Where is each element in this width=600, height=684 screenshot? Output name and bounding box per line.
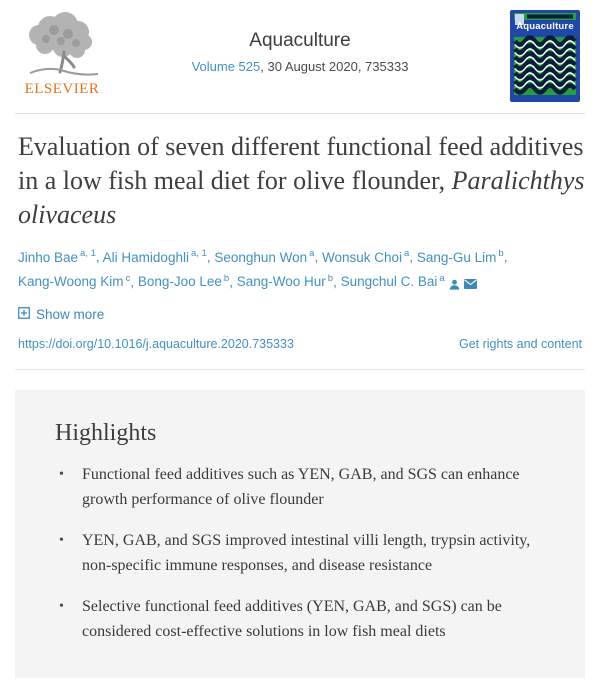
author[interactable] <box>237 274 333 289</box>
author[interactable] <box>214 250 314 265</box>
author[interactable] <box>322 250 409 265</box>
journal-header <box>0 0 600 113</box>
article-title-text: Evaluation of seven different functional feed additives in a low fish meal diet for olive flounder, <box>18 132 584 195</box>
get-rights-link[interactable]: Get rights and content <box>459 337 582 351</box>
author-name[interactable]: Sang-Gu Lim <box>416 249 497 265</box>
issue-date-text: , 30 August 2020, 735333 <box>260 59 409 74</box>
doi-row <box>18 337 582 351</box>
show-more-button[interactable] <box>18 307 104 322</box>
expand-plus-icon <box>18 307 30 322</box>
doi-link[interactable]: https://doi.org/10.1016/j.aquaculture.2020.735333 <box>18 337 294 351</box>
author-separator: , <box>503 249 508 265</box>
highlight-item: • YEN, GAB, and SGS improved intestinal villi length, trypsin activity, non-specific immune responses, and disease resistance <box>55 528 545 578</box>
article-title-species: Paralichthys olivaceus <box>18 166 585 229</box>
author-separator: , <box>130 274 138 289</box>
highlights-section <box>15 390 585 678</box>
email-envelope-icon[interactable] <box>460 276 477 291</box>
author-affiliation-sup[interactable]: a, 1 <box>190 248 207 259</box>
show-more-label: Show more <box>36 307 105 322</box>
elsevier-wordmark: ELSEVIER <box>24 81 100 97</box>
author[interactable] <box>103 250 207 265</box>
author-separator: , <box>333 274 341 289</box>
author-affiliation-sup[interactable]: c <box>125 272 131 284</box>
author-affiliation-sup[interactable]: b <box>498 248 504 259</box>
author[interactable] <box>417 250 504 265</box>
cover-journal-name: Aquaculture <box>516 21 574 32</box>
author-list <box>18 243 593 294</box>
header-divider <box>15 113 585 114</box>
volume-link[interactable]: Volume 525 <box>191 59 261 74</box>
journal-cover-thumbnail[interactable] <box>510 10 580 102</box>
article-meta <box>0 130 600 351</box>
corresponding-author-icon[interactable] <box>445 276 460 291</box>
author-name[interactable]: Kang-Woong Kim <box>18 274 124 289</box>
highlights-list <box>55 462 545 644</box>
author-name[interactable]: Sang-Woo Hur <box>236 274 326 289</box>
author-affiliation-sup[interactable]: a <box>309 248 315 259</box>
author-affiliation-sup[interactable]: b <box>223 272 230 284</box>
author-affiliation-sup[interactable]: a <box>439 272 445 284</box>
author[interactable] <box>341 274 445 289</box>
author-separator: , <box>206 249 215 265</box>
highlight-item: • Selective functional feed additives (YEN, GAB, and SGS) can be considered cost-effective solutions in low fish meal diets <box>55 594 545 644</box>
author-affiliation-sup[interactable]: a, 1 <box>80 248 96 259</box>
highlights-heading: Highlights <box>55 420 157 446</box>
author-separator: , <box>229 274 237 289</box>
journal-title[interactable]: Aquaculture <box>249 30 351 51</box>
meta-divider <box>15 369 585 370</box>
author-separator: , <box>95 249 103 265</box>
author-affiliation-sup[interactable]: a <box>404 248 410 259</box>
author-name[interactable]: Jinho Bae <box>18 249 79 265</box>
author-name[interactable]: Bong-Joo Lee <box>137 274 222 289</box>
author-name[interactable]: Ali Hamidoghli <box>102 249 189 265</box>
author[interactable] <box>18 274 130 289</box>
author-separator: , <box>314 249 322 265</box>
author[interactable] <box>18 250 96 265</box>
author-separator: , <box>409 249 417 265</box>
highlight-item: • Functional feed additives such as YEN, GAB, and SGS can enhance growth performance of olive flounder <box>55 462 545 512</box>
author-name[interactable]: Wonsuk Choi <box>321 249 403 265</box>
author-name[interactable]: Sungchul C. Bai <box>340 274 438 289</box>
author-affiliation-sup[interactable]: b <box>327 272 334 284</box>
author-name[interactable]: Seonghun Won <box>214 249 308 265</box>
article-title <box>18 130 586 232</box>
author[interactable] <box>138 274 229 289</box>
